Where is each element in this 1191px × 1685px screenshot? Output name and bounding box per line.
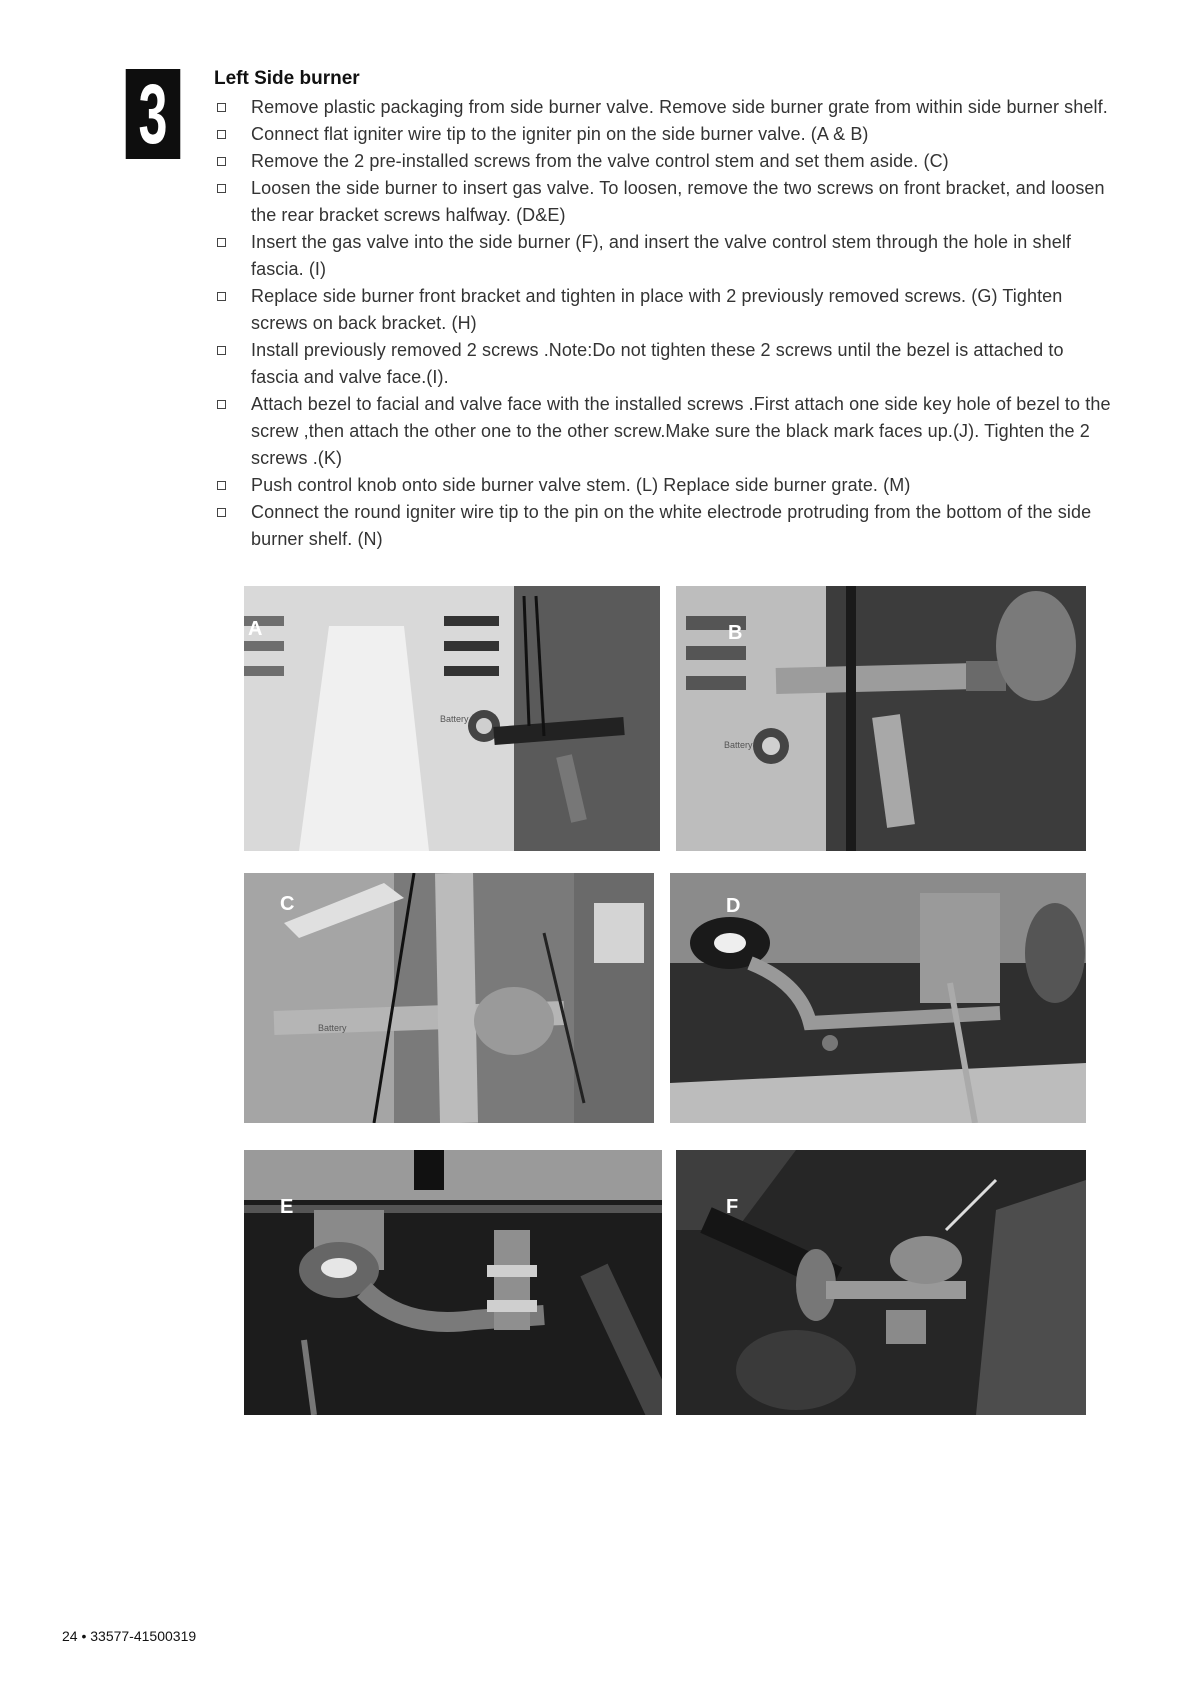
section-title: Left Side burner xyxy=(214,68,360,89)
step-text: Loosen the side burner to insert gas valve. To loosen, remove the two screws on front bracket, and loosen the rear bracket screws halfway. (D&E) xyxy=(251,178,1105,225)
photo-caption-text: Battery xyxy=(440,714,469,724)
list-item xyxy=(214,94,1114,121)
checkbox-icon[interactable] xyxy=(217,481,226,490)
step-text: Remove plastic packaging from side burner valve. Remove side burner grate from within side burner shelf. xyxy=(251,97,1108,117)
photo-caption-text: Battery xyxy=(724,740,753,750)
checkbox-icon[interactable] xyxy=(217,238,226,247)
checkbox-icon[interactable] xyxy=(217,184,226,193)
list-item xyxy=(214,391,1114,472)
photo-e-image xyxy=(244,1150,662,1415)
photo-label: F xyxy=(726,1196,739,1218)
photo-a xyxy=(244,586,660,851)
checkbox-icon[interactable] xyxy=(217,103,226,112)
list-item xyxy=(214,121,1114,148)
photo-c xyxy=(244,873,654,1123)
photo-f xyxy=(676,1150,1086,1415)
photo-label: D xyxy=(726,895,741,917)
step-number-badge: 3 xyxy=(126,69,181,159)
photo-b xyxy=(676,586,1086,851)
checkbox-icon[interactable] xyxy=(217,508,226,517)
photo-f-image xyxy=(676,1150,1086,1415)
photo-c-image xyxy=(244,873,654,1123)
list-item xyxy=(214,337,1114,391)
step-text: Insert the gas valve into the side burner (F), and insert the valve control stem through the hole in shelf fascia. (I) xyxy=(251,232,1072,279)
checkbox-icon[interactable] xyxy=(217,400,226,409)
step-text: Connect the round igniter wire tip to the pin on the white electrode protruding from the bottom of the side burner shelf. (N) xyxy=(251,502,1092,549)
photo-e xyxy=(244,1150,662,1415)
checkbox-icon[interactable] xyxy=(217,292,226,301)
photo-d xyxy=(670,873,1086,1123)
list-item xyxy=(214,175,1114,229)
list-item xyxy=(214,472,1114,499)
photo-label: B xyxy=(728,622,743,644)
checkbox-icon[interactable] xyxy=(217,157,226,166)
photo-caption-text: Battery xyxy=(318,1023,347,1033)
step-text: Replace side burner front bracket and tighten in place with 2 previously removed screws. (G) Tighten screws on back bracket. (H) xyxy=(251,286,1063,333)
instructions-block xyxy=(214,66,1114,553)
step-text: Connect flat igniter wire tip to the igniter pin on the side burner valve. (A & B) xyxy=(251,124,869,144)
list-item xyxy=(214,499,1114,553)
list-item xyxy=(214,283,1114,337)
list-item xyxy=(214,229,1114,283)
page-footer: 24 • 33577-41500319 xyxy=(62,1628,197,1644)
photo-label: C xyxy=(280,893,295,915)
step-text: Attach bezel to facial and valve face with the installed screws .First attach one side key hole of bezel to the screw ,then attach the other one to the other screw.Make sure the black mark faces up.(J). Tighten the 2 screws .(K) xyxy=(251,394,1111,468)
photo-label: E xyxy=(280,1196,294,1218)
step-text: Remove the 2 pre-installed screws from the valve control stem and set them aside. (C) xyxy=(251,151,949,171)
checkbox-icon[interactable] xyxy=(217,130,226,139)
photo-label: A xyxy=(248,618,263,640)
step-list xyxy=(214,94,1114,553)
checkbox-icon[interactable] xyxy=(217,346,226,355)
list-item xyxy=(214,148,1114,175)
step-text: Install previously removed 2 screws .Note:Do not tighten these 2 screws until the bezel is attached to fascia and valve face.(I). xyxy=(251,340,1064,387)
step-text: Push control knob onto side burner valve stem. (L) Replace side burner grate. (M) xyxy=(251,475,911,495)
